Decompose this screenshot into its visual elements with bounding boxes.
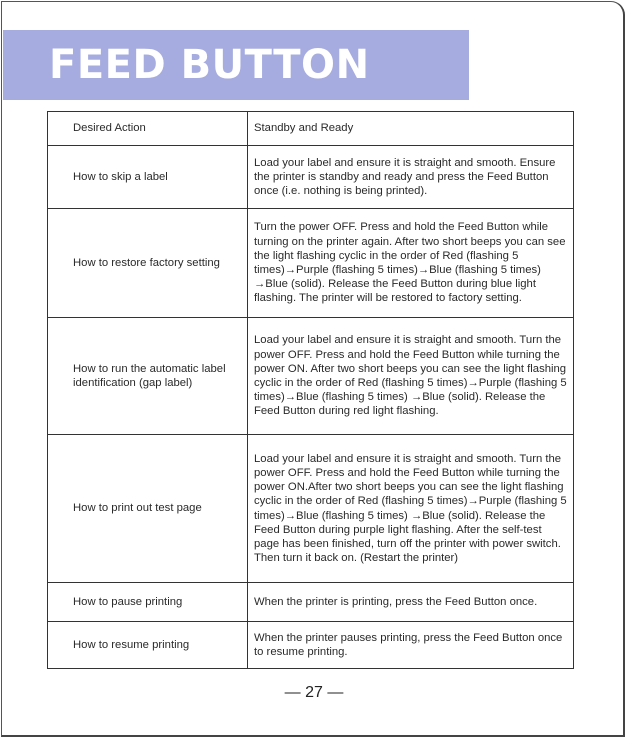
description-cell: Load your label and ensure it is straight and smooth. Ensure the printer is standby and ready and press the Feed Button once (i.e. nothing is being printed).: [248, 146, 574, 209]
description-cell: When the printer pauses printing, press the Feed Button once to resume printing.: [248, 622, 574, 669]
table-header-row: [48, 112, 574, 146]
table-row: [48, 318, 574, 435]
feed-button-table: [47, 111, 574, 669]
description-cell: Load your label and ensure it is straight and smooth. Turn the power OFF. Press and hold the Feed Button while turning the power ON.After two short beeps you can see the light flashing cyclic in the order of Red (flashing 5 times)→Purple (flashing 5 times)→Blue (flashing 5 times) →Blue (solid). Release the Feed Button during purple light flashing. After the self-test page has been finished, turn off the printer with power switch. Then turn it back on. (Restart the printer): [248, 435, 574, 583]
description-cell: Load your label and ensure it is straight and smooth. Turn the power OFF. Press and hold the Feed Button while turning the power ON. After two short beeps you can see the light flashing cyclic in the order of Red (flashing 5 times)→Purple (flashing 5 times)→Blue (flashing 5 times) →Blue (solid). Release the Feed Button during red light flashing.: [248, 318, 574, 435]
table-row: [48, 583, 574, 622]
table-row: [48, 209, 574, 318]
action-cell: How to run the automatic label identification (gap label): [48, 318, 248, 435]
action-cell: How to pause printing: [48, 583, 248, 622]
action-cell: Desired Action: [48, 112, 248, 146]
table-row: [48, 435, 574, 583]
action-cell: How to restore factory setting: [48, 209, 248, 318]
description-cell: When the printer is printing, press the Feed Button once.: [248, 583, 574, 622]
description-cell: Standby and Ready: [248, 112, 574, 146]
action-cell: How to skip a label: [48, 146, 248, 209]
action-cell: How to print out test page: [48, 435, 248, 583]
title-banner: [3, 30, 469, 100]
table-row: [48, 622, 574, 669]
action-cell: How to resume printing: [48, 622, 248, 669]
page-title: FEED BUTTON: [49, 42, 370, 88]
page-number: — 27 —: [284, 684, 344, 701]
description-cell: Turn the power OFF. Press and hold the Feed Button while turning on the printer again. After two short beeps you can see the light flashing cyclic in the order of Red (flashing 5 times)→Purple (flashing 5 times)→Blue (flashing 5 times) →Blue (solid). Release the Feed Button during blue light flashing. The printer will be restored to factory setting.: [248, 209, 574, 318]
table-row: [48, 146, 574, 209]
